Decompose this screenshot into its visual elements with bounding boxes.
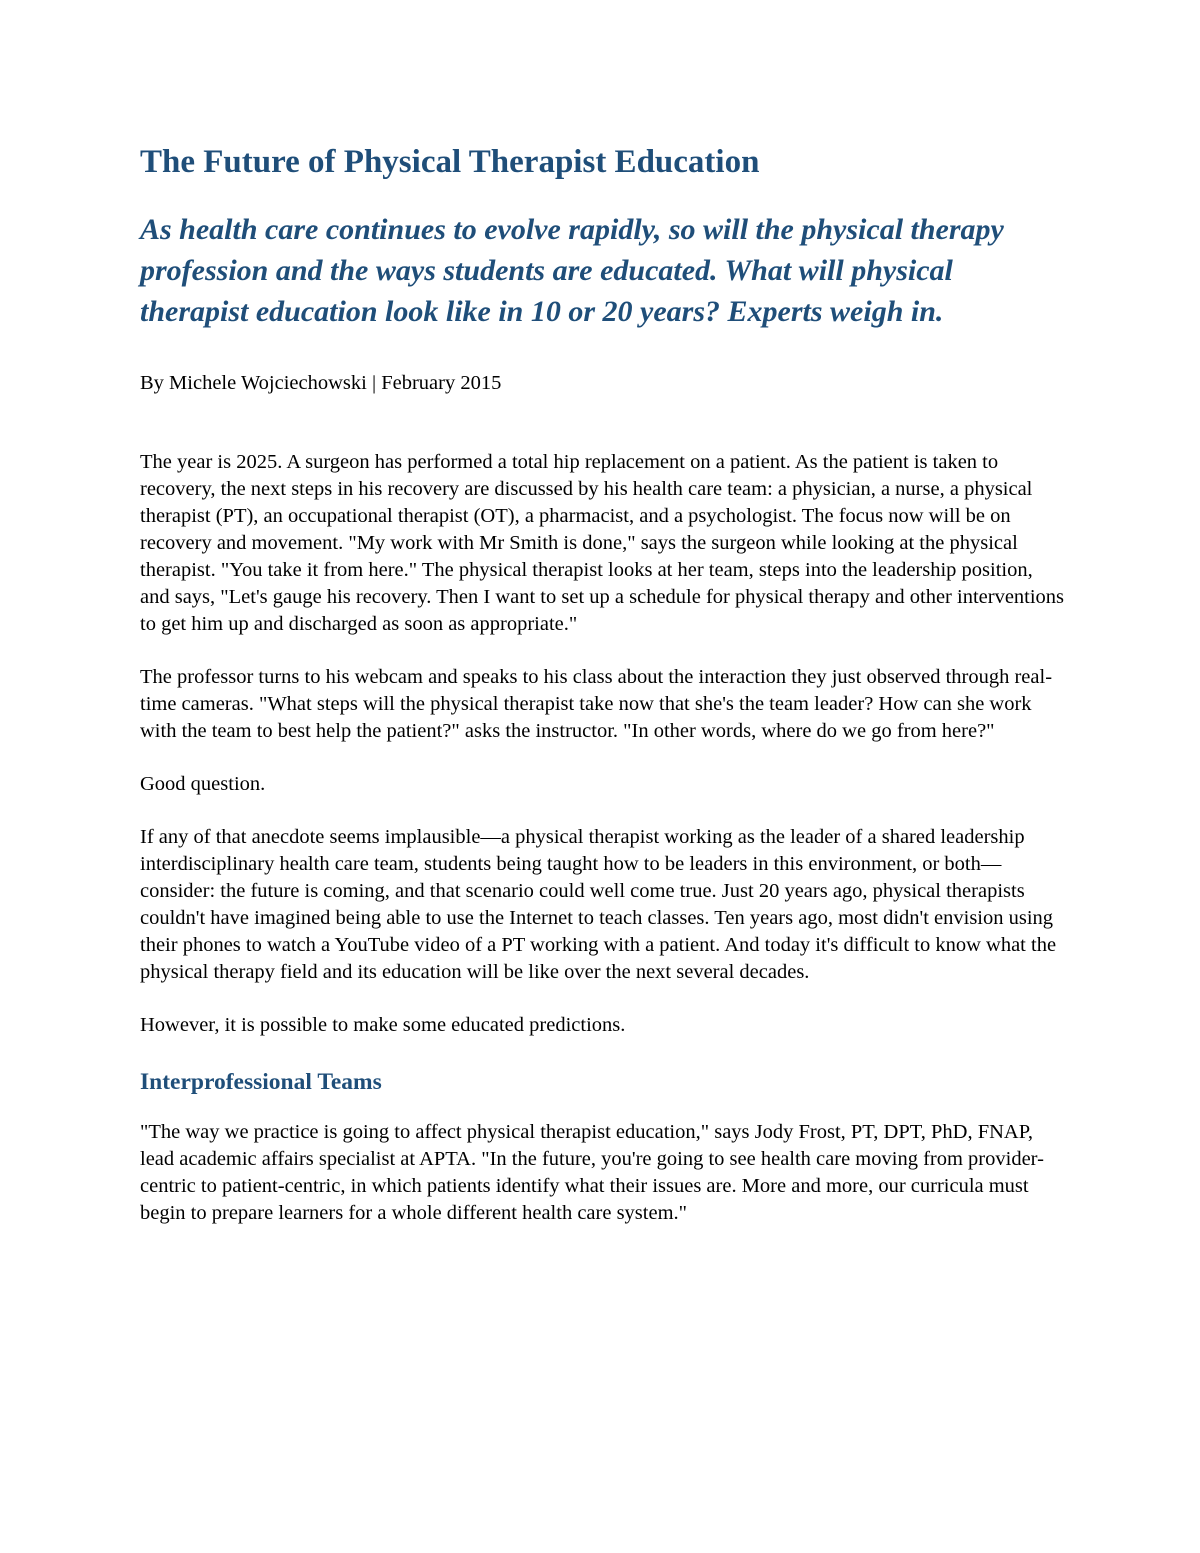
body-paragraph: However, it is possible to make some educated predictions. bbox=[140, 1014, 626, 1036]
body-paragraph: The year is 2025. A surgeon has performed a total hip replacement on a patient. As the patient is taken to recovery, the next steps in his recovery are discussed by his health care team: a physician, a nurse, a physical therapist (PT), an occupational therapist (OT), a pharmacist, and a psychologist. The focus now will be on recovery and movement. "My work with Mr Smith is done," says the surgeon while looking at the physical therapist. "You take it from here." The physical therapist looks at her team, steps into the leadership position, and says, "Let's gauge his recovery. Then I want to set up a schedule for physical therapy and other interventions to get him up and discharged as soon as appropriate." bbox=[140, 451, 1065, 635]
article-subtitle: As health care continues to evolve rapidly, so will the physical therapy profession and the ways students are educated. What will physical therapist education look like in 10 or 20 years? Experts weigh in. bbox=[140, 213, 1004, 328]
body-paragraph: Good question. bbox=[140, 773, 266, 795]
section-paragraph: "The way we practice is going to affect physical therapist education," says Jody Frost, PT, DPT, PhD, FNAP, lead academic affairs specialist at APTA. "In the future, you're going to see health care moving from provider-centric to patient-centric, in which patients identify what their issues are. More and more, our curricula must begin to prepare learners for a whole different health care system." bbox=[140, 1121, 1044, 1224]
article-byline: By Michele Wojciechowski | February 2015 bbox=[140, 372, 502, 394]
article-page bbox=[140, 140, 1065, 1227]
body-paragraph: If any of that anecdote seems implausible—a physical therapist working as the leader of a shared leadership interdisciplinary health care team, students being taught how to be leaders in this environment, or both—consider: the future is coming, and that scenario could well come true. Just 20 years ago, physical therapists couldn't have imagined being able to use the Internet to teach classes. Ten years ago, most didn't envision using their phones to watch a YouTube video of a PT working with a patient. And today it's difficult to know what the physical therapy field and its education will be like over the next several decades. bbox=[140, 826, 1057, 983]
section-heading: Interprofessional Teams bbox=[140, 1069, 382, 1095]
article-title: The Future of Physical Therapist Education bbox=[140, 144, 760, 180]
body-paragraph: The professor turns to his webcam and speaks to his class about the interaction they just observed through real-time cameras. "What steps will the physical therapist take now that she's the team leader? How can she work with the team to best help the patient?" asks the instructor. "In other words, where do we go from here?" bbox=[140, 666, 1053, 742]
